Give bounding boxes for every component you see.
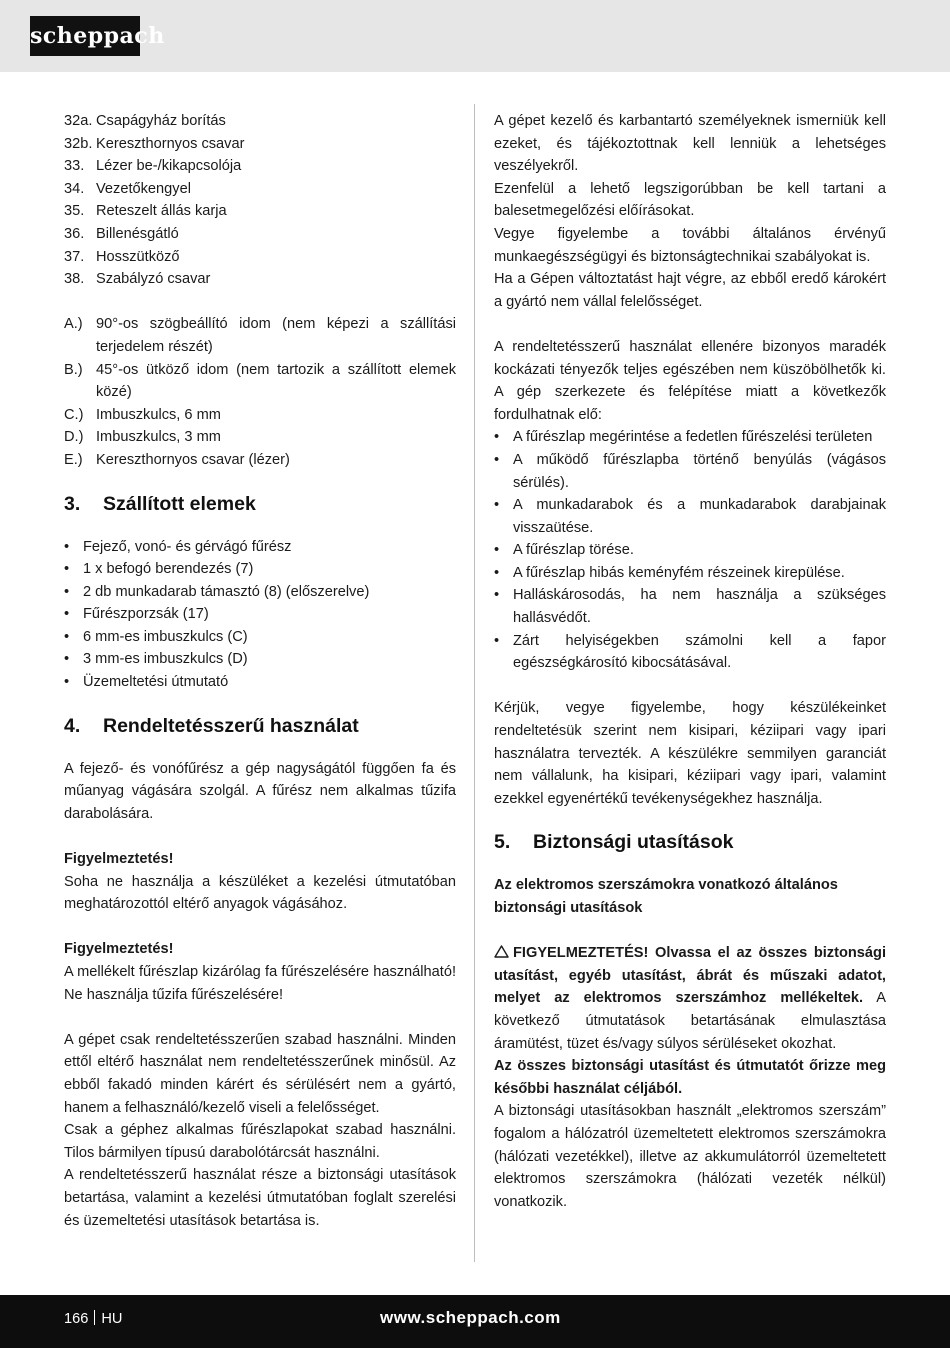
scheppach-logo: scheppach: [30, 16, 140, 56]
paragraph: Vegye figyelembe a további általános érvényű munkaegészségügyi és biztonságtechnikai szabályokat is.: [494, 225, 886, 265]
list-item: 33. Lézer be-/kikapcsolója: [64, 158, 242, 175]
list-item: • Zárt helyiségekben számolni kell a fapor egészségkárosító kibocsátásával.: [494, 630, 886, 675]
list-item: 32b. Kereszthornyos csavar: [64, 135, 245, 152]
left-column: [64, 110, 456, 1232]
page-number: 166 HU: [64, 1311, 123, 1327]
warning-title: Figyelmeztetés!: [64, 941, 174, 958]
delivery-contents-list: [64, 536, 456, 694]
paragraph: A fejező- és vonófűrész a gép nagyságától függően fa és műanyag vágására szolgál. A fűrész nem alkalmas tűzifa darabolására.: [64, 760, 456, 822]
list-item: • A fűrészlap törése.: [494, 539, 886, 562]
list-item: 32a. Csapágyház borítás: [64, 113, 226, 129]
list-item: B.) 45°-os ütköző idom (nem tartozik a szállított elemek közé): [64, 361, 456, 401]
paragraph: Soha ne használja a készüléket a kezelési útmutatóban meghatározottól eltérő anyagok vágásához.: [64, 873, 456, 913]
list-item: • A fűrészlap megérintése a fedetlen fűrészelési területen: [494, 426, 886, 449]
paragraph: A rendeltetésszerű használat ellenére bizonyos maradék kockázati tényezők teljes egészében nem küszöbölhetők ki. A gép szerkezete és felépítése miatt a következők fordulhatnak elő:: [494, 338, 886, 423]
subsection-title: Az elektromos szerszámokra vonatkozó általános biztonsági utasítások: [494, 877, 838, 916]
list-item: • Fűrészporzsák (17): [64, 603, 456, 626]
website-link[interactable]: www.scheppach.com: [380, 1308, 561, 1327]
list-item: • Üzemeltetési útmutató: [64, 671, 456, 694]
footer-bar: [0, 1295, 950, 1348]
paragraph: Csak a géphez alkalmas fűrészlapokat szabad használni. Tilos bármilyen típusú darabolótárcsát használni.: [64, 1122, 456, 1161]
list-item: 37. Hosszütköző: [64, 248, 180, 265]
header-bar: [0, 0, 950, 72]
paragraph: A gépet csak rendeltetésszerűen szabad használni. Minden ettől eltérő használat nem rendeltetésszerűnek minősül. Az ebből fakadó minden kárért és sérülésért nem a gyártó, hanem a felhasználó/kezelő viseli a felelősséget.: [64, 1031, 456, 1116]
paragraph: Kérjük, vegye figyelembe, hogy készülékeinket rendeltetésük szerint nem kisipari, kéziipari vagy ipari használatra tervezték. A készülékre semmilyen garanciát nem vállalunk, ha kisipari, kéziipari vagy ipari, valamint ezekkel egyenértékű tevékenységekhez használja.: [494, 700, 886, 807]
paragraph: A gépet kezelő és karbantartó személyeknek ismerniük kell ezeket, és tájékoztottnak kell lenniük a lehetséges veszélyekről.: [494, 113, 886, 175]
list-item: • A fűrészlap hibás keményfém részeinek kirepülése.: [494, 562, 886, 585]
list-item: 35. Reteszelt állás karja: [64, 203, 227, 220]
list-item: • 2 db munkadarab támasztó (8) (előszerelve): [64, 581, 456, 604]
list-item: • 1 x befogó berendezés (7): [64, 558, 456, 581]
list-item: 36. Billenésgátló: [64, 225, 179, 242]
section-heading-3: 3. Szállított elemek: [64, 492, 256, 515]
paragraph: A mellékelt fűrészlap kizárólag fa fűrészelésére használható! Ne használja tűzifa fűrészelésére!: [64, 964, 456, 1003]
parts-list: [64, 110, 456, 291]
warning-paragraph: FIGYELMEZTETÉS! Olvassa el az összes biztonsági utasítást, egyéb utasítást, ábrát és műszaki adatot, melyet az elektromos szerszámhoz mellékeltek. A következő útmutatások betartásának elmulasztása áramütést, tüzet és/vagy súlyos sérüléseket okozhat.: [494, 945, 886, 1052]
paragraph: A biztonsági utasításokban használt „elektromos szerszám” fogalom a hálózatról üzemeltetett elektromos szerszámokra (hálózati vezetékkel), illetve az akkumulátorról üzemeltetett elektromos szerszámokra (hálózati vezeték nélkül) vonatkozik.: [494, 1103, 886, 1210]
list-item: • A munkadarabok és a munkadarabok darabjainak visszaütése.: [494, 494, 886, 539]
accessories-list: [64, 313, 456, 471]
list-item: • Halláskárosodás, ha nem használja a szükséges hallásvédőt.: [494, 584, 886, 629]
paragraph: Ezenfelül a lehető legszigorúbban be kell tartani a balesetmegelőzési előírásokat.: [494, 180, 886, 220]
list-item: 38. Szabályzó csavar: [64, 271, 211, 288]
paragraph: Az összes biztonsági utasítást és útmutatót őrizze meg későbbi használat céljából.: [494, 1058, 886, 1097]
column-divider: [474, 104, 475, 1262]
list-item: • A működő fűrészlapba történő benyúlás (vágásos sérülés).: [494, 449, 886, 494]
list-item: • 3 mm-es imbuszkulcs (D): [64, 648, 456, 671]
warning-triangle-icon: [494, 945, 509, 958]
list-item: • Fejező, vonó- és gérvágó fűrész: [64, 536, 456, 559]
list-item: C.) Imbuszkulcs, 6 mm: [64, 406, 221, 423]
section-heading-5: 5. Biztonsági utasítások: [494, 831, 734, 854]
paragraph: A rendeltetésszerű használat része a biztonsági utasítások betartása, valamint a kezelési útmutatóban foglalt szerelési és üzemeltetési utasítások betartása is.: [64, 1167, 456, 1229]
paragraph: Ha a Gépen változtatást hajt végre, az ebből eredő károkért a gyártó nem vállal felelősséget.: [494, 271, 886, 310]
residual-risks-list: [494, 426, 886, 675]
list-item: A.) 90°-os szögbeállító idom (nem képezi a szállítási terjedelem részét): [64, 316, 456, 355]
section-heading-4: 4. Rendeltetésszerű használat: [64, 714, 359, 737]
list-item: E.) Kereszthornyos csavar (lézer): [64, 451, 290, 468]
right-column: [494, 110, 886, 1213]
list-item: 34. Vezetőkengyel: [64, 180, 191, 197]
list-item: D.) Imbuszkulcs, 3 mm: [64, 429, 221, 446]
list-item: • 6 mm-es imbuszkulcs (C): [64, 626, 456, 649]
warning-title: Figyelmeztetés!: [64, 851, 174, 868]
